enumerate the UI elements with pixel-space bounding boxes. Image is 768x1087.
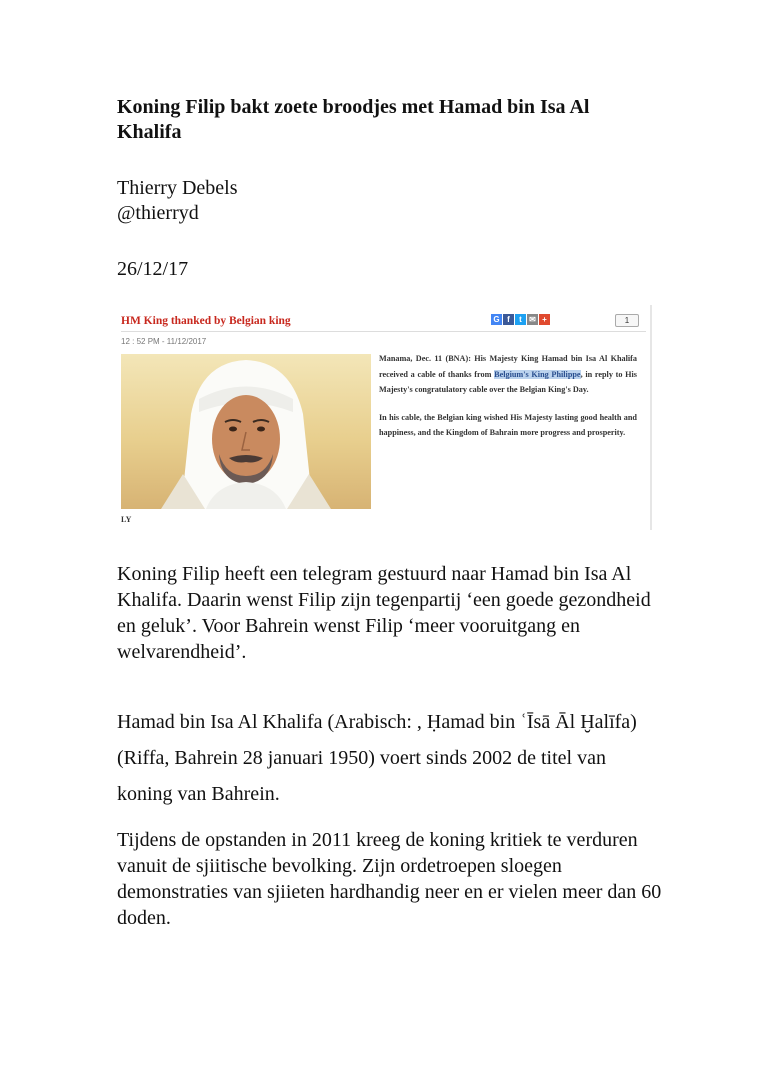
clipping-paragraph-1 [379,351,637,398]
portrait-illustration [121,354,371,509]
clipping-divider [121,331,646,332]
plus-icon[interactable]: + [539,314,550,325]
author-name: Thierry Debels [117,177,238,199]
body-paragraph-2: Hamad bin Isa Al Khalifa (Arabisch: , Ḥamad bin ʿĪsā Āl Ḫalīfa) (Riffa, Bahrein 28 januari 1950) voert sinds 2002 de titel van koning van Bahrein. [117,711,637,805]
body-paragraph-3: Tijdens de opstanden in 2011 kreeg de koning kritiek te verduren vanuit de sjiitische bevolking. Zijn ordetroepen sloegen demonstraties van sjiieten hardhandig neer en er vielen meer dan 60 doden. [117,829,662,929]
facebook-icon[interactable]: f [503,314,514,325]
news-clipping [117,305,652,530]
share-counter: 1 [615,314,639,327]
highlighted-text: Belgium's King Philippe [494,369,581,379]
clipping-paragraph-2: In his cable, the Belgian king wished His Majesty lasting good health and happiness, and the Kingdom of Bahrain more progress and prosperity. [379,412,637,437]
clipping-edge [650,305,652,530]
body-paragraph-1: Koning Filip heeft een telegram gestuurd naar Hamad bin Isa Al Khalifa. Daarin wenst Filip zijn tegenpartij ‘een goede gezondheid en geluk’. Voor Bahrein wenst Filip ‘meer vooruitgang en welvarendheid’. [117,563,651,663]
clipping-timestamp: 12 : 52 PM - 11/12/2017 [121,337,207,346]
clipping-paragraph-1-end: , in reply to His Majesty's congratulatory cable over the Belgian King's Day. [379,369,637,394]
article-title: Koning Filip bakt zoete broodjes met Hamad bin Isa Al Khalifa [117,96,590,143]
share-bar [491,314,550,325]
king-portrait [121,354,371,509]
twitter-icon[interactable]: t [515,314,526,325]
email-icon[interactable]: ✉ [527,314,538,325]
clipping-paragraph-1-start: Manama, Dec. 11 (BNA): His Majesty King Hamad bin Isa Al Khalifa received a cable of thanks from [379,354,637,379]
article-date: 26/12/17 [117,258,189,280]
author-handle: @thierryd [117,202,199,224]
photo-credit: LY [121,515,132,524]
clipping-headline: HM King thanked by Belgian king [121,315,291,327]
google-plus-icon[interactable]: G [491,314,502,325]
clipping-text [379,351,637,453]
